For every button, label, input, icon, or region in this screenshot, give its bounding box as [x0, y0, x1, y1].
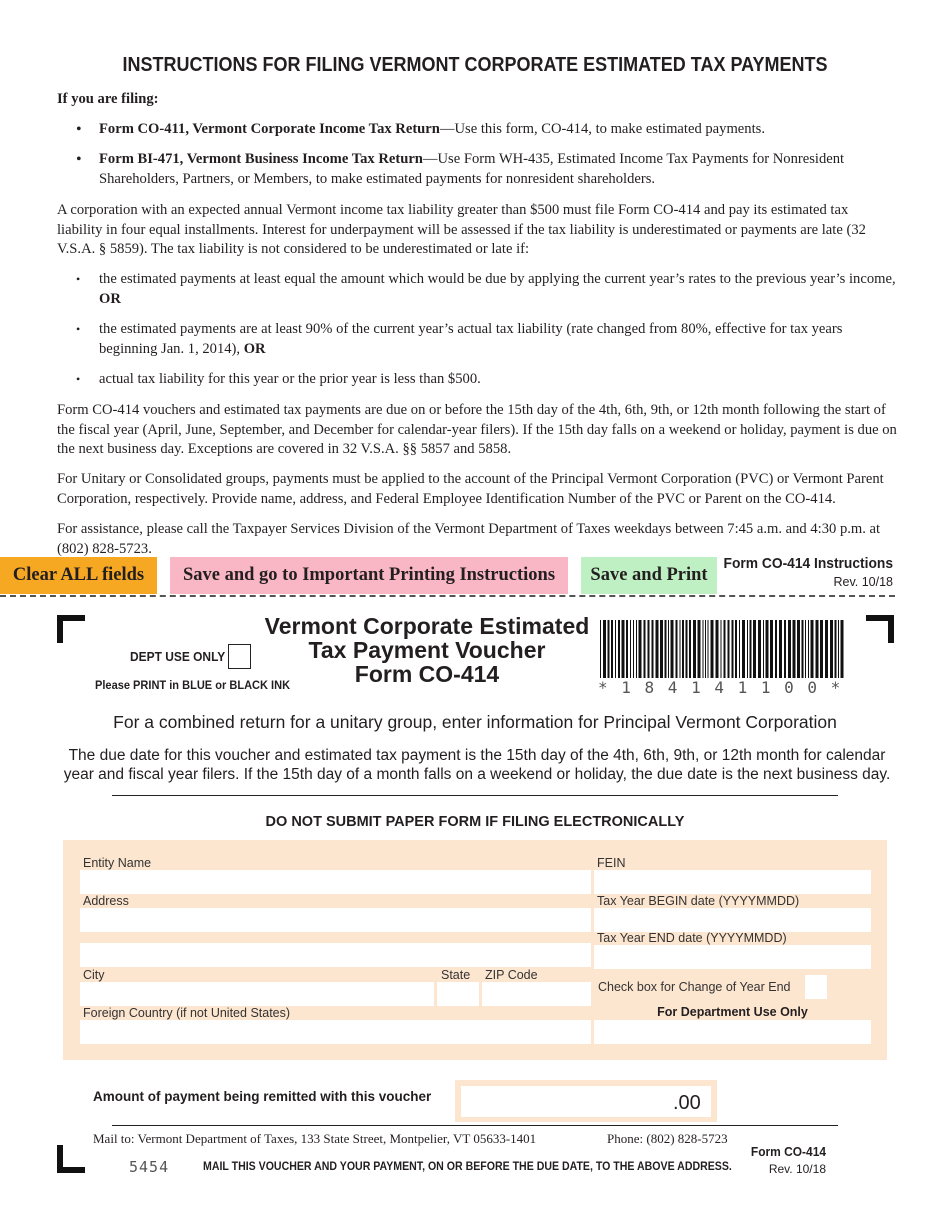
if-filing-label: If you are filing: — [57, 91, 159, 107]
address-input-line2[interactable] — [80, 943, 591, 967]
city-label: City — [83, 968, 105, 982]
amount-input[interactable] — [461, 1086, 671, 1117]
bullet-co411-bold: Form CO-411, Vermont Corporate Income Tax Return — [99, 121, 440, 137]
print-ink-note: Please PRINT in BLUE or BLACK INK — [95, 678, 291, 692]
address-input-line1[interactable] — [80, 908, 591, 932]
paragraph-liability: A corporation with an expected annual Vermont income tax liability greater than $500 must file Form CO-414 and pay its estimated tax liability in four equal installments. Interest for underpayment will be assessed if the tax liability is underestimated or payments are late (32 V.S.A. § 5859). The tax liability is not considered to be underestimated or late if: — [57, 202, 866, 257]
change-year-end-checkbox[interactable] — [805, 975, 827, 999]
condition-1-or: OR — [99, 290, 121, 307]
city-input[interactable] — [80, 982, 434, 1006]
corner-mark-icon — [57, 1145, 85, 1173]
state-input[interactable] — [437, 982, 479, 1006]
bullet-bi471 — [99, 150, 899, 189]
voucher-rev: Rev. 10/18 — [768, 1162, 826, 1176]
bullet-icon: • — [76, 151, 82, 168]
combined-return-note: For a combined return for a unitary group, enter information for Principal Vermont Corporation — [113, 712, 837, 732]
save-and-print-button[interactable]: Save and Print — [581, 557, 717, 594]
condition-2-or: OR — [240, 340, 266, 357]
foreign-country-input[interactable] — [80, 1020, 591, 1044]
voucher-form-id: Form CO-414 — [750, 1144, 826, 1159]
paragraph-due-dates: Form CO-414 vouchers and estimated tax payments are due on or before the 15th day of the 4th, 6th, 9th, or 12th month following the start of the fiscal year (April, June, September, and December for calendar-year filers). If the 15th day falls on a weekend or holiday, payment is due on the next business day. Exceptions are covered in 32 V.S.A. §§ 5857 and 5858. — [57, 402, 897, 457]
corner-mark-icon — [866, 615, 894, 643]
form-code: 5454 — [129, 1158, 170, 1176]
condition-1-text: the estimated payments at least equal the amount which would be due by applying the current year’s rates to the previous year’s income, — [99, 271, 896, 287]
state-label: State — [441, 968, 471, 982]
voucher-title-line2: Tax Payment Voucher — [308, 637, 546, 663]
department-use-only-label: For Department Use Only — [657, 1005, 808, 1019]
condition-3-text: actual tax liability for this year or the prior year is less than $500. — [99, 371, 481, 387]
tax-year-end-input[interactable] — [594, 945, 871, 969]
barcode-number: * 1 8 4 1 4 1 1 0 0 * — [598, 678, 843, 697]
fein-label: FEIN — [597, 856, 626, 870]
zip-code-label: ZIP Code — [485, 968, 538, 982]
cut-line — [0, 595, 895, 597]
instructions-form-id: Form CO-414 Instructions — [723, 555, 893, 572]
barcode-icon — [600, 620, 845, 678]
voucher-title — [257, 614, 597, 686]
bullet-icon: • — [76, 121, 82, 138]
bullet-icon: • — [76, 372, 81, 386]
bullet-co411-text: —Use this form, CO-414, to make estimated payments. — [439, 121, 765, 137]
address-label: Address — [83, 894, 129, 908]
voucher-title-line1: Vermont Corporate Estimated — [264, 613, 590, 639]
save-and-go-to-printing-instructions-button[interactable]: Save and go to Important Printing Instructions — [170, 557, 568, 594]
amount-cents: .00 — [673, 1092, 701, 1114]
foreign-country-label: Foreign Country (if not United States) — [83, 1006, 291, 1020]
bullet-bi471-bold: Form BI-471, Vermont Business Income Tax Return — [99, 151, 423, 167]
dept-use-only-box — [228, 644, 251, 669]
divider — [112, 1125, 838, 1126]
bullet-icon: • — [76, 322, 81, 336]
tax-year-end-label: Tax Year END date (YYYYMMDD) — [597, 931, 787, 945]
bullet-bi471-text: —Use Form WH-435, Estimated Income Tax Payments for Nonresident Shareholders, Partners, or Members, to make estimated payments for nonresident shareholders. — [99, 151, 845, 187]
change-year-end-label: Check box for Change of Year End — [598, 980, 791, 994]
paragraph-unitary: For Unitary or Consolidated groups, payments must be applied to the account of the Principal Vermont Corporation (PVC) or Vermont Parent Corporation, respectively. Provide name, address, and Federal Employee Identification Number of the PVC or Parent on the CO-414. — [57, 471, 884, 507]
condition-2-text: the estimated payments are at least 90% of the current year’s actual tax liability (rate changed from 80%, effective for tax years beginning Jan. 1, 2014), — [99, 321, 843, 357]
entity-name-label: Entity Name — [83, 856, 152, 870]
dept-use-only-label: DEPT USE ONLY — [130, 649, 226, 664]
condition-3 — [99, 370, 899, 390]
amount-label: Amount of payment being remitted with this voucher — [93, 1089, 432, 1104]
divider — [112, 795, 838, 796]
mail-to-address: Mail to: Vermont Department of Taxes, 133 State Street, Montpelier, VT 05633-1401 — [93, 1131, 537, 1146]
voucher-title-line3: Form CO-414 — [354, 661, 500, 687]
due-date-note: The due date for this voucher and estimated tax payment is the 15th day of the 4th, 6th, 9th, or 12th month for calendar year and fiscal year filers. If the 15th day of a month falls on a weekend or holiday, the due date is the next business day. — [63, 747, 891, 783]
instructions-rev: Rev. 10/18 — [833, 575, 893, 589]
entity-name-input[interactable] — [80, 870, 591, 894]
tax-year-begin-input[interactable] — [594, 908, 871, 932]
condition-1 — [99, 270, 899, 309]
bullet-icon: • — [76, 272, 81, 286]
paragraph-assistance: For assistance, please call the Taxpayer Services Division of the Vermont Department of Taxes weekdays between 7:45 a.m. and 4:30 p.m. at (802) 828-5723. — [57, 521, 881, 557]
instructions-title: INSTRUCTIONS FOR FILING VERMONT CORPORATE ESTIMATED TAX PAYMENTS — [122, 54, 828, 76]
fein-input[interactable] — [594, 870, 871, 894]
zip-code-input[interactable] — [482, 982, 591, 1006]
phone-number: Phone: (802) 828-5723 — [607, 1131, 728, 1146]
department-use-field — [594, 1020, 871, 1044]
clear-all-fields-button[interactable]: Clear ALL fields — [0, 557, 157, 594]
electronic-filing-warning: DO NOT SUBMIT PAPER FORM IF FILING ELECTRONICALLY — [265, 814, 685, 830]
tax-year-begin-label: Tax Year BEGIN date (YYYYMMDD) — [597, 894, 800, 908]
bullet-co411 — [99, 120, 899, 140]
condition-2 — [99, 320, 899, 359]
mail-instructions: MAIL THIS VOUCHER AND YOUR PAYMENT, ON OR BEFORE THE DUE DATE, TO THE ABOVE ADDRESS. — [203, 1161, 732, 1173]
corner-mark-icon — [57, 615, 85, 643]
